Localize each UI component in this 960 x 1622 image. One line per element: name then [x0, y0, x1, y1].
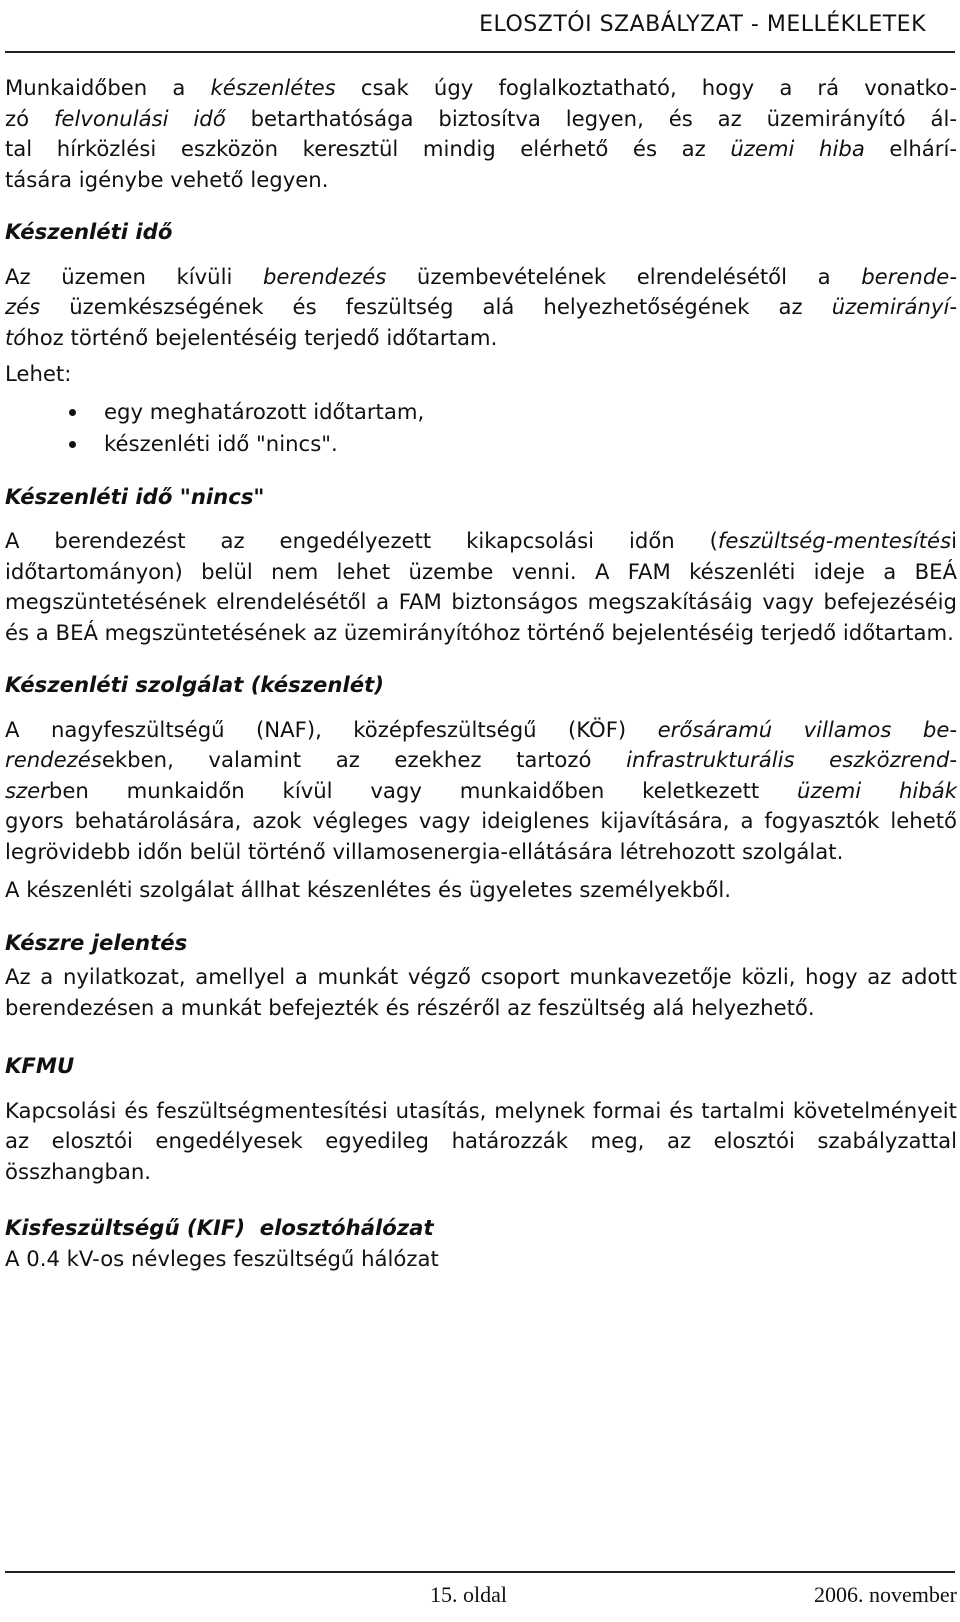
term-heading: Készenléti szolgálat (készenlét)	[5, 672, 384, 697]
text-line: Az üzemen kívüli berendezés üzembevételének elrendelésétől a berende-	[5, 263, 957, 289]
term-heading: Készre jelentés	[5, 929, 188, 955]
intro-paragraph	[5, 73, 957, 195]
text-line: szerben munkaidőn kívül vagy munkaidőben keletkezett üzemi hibák	[5, 777, 957, 803]
text-line: tóhoz történő bejelentéséig terjedő időtartam.	[5, 324, 498, 350]
text-line: A berendezést az engedélyezett kikapcsolási időn (feszültség-mentesítési	[5, 528, 957, 553]
definition-paragraph: A 0.4 kV-os névleges feszültségű hálózat	[5, 1245, 439, 1271]
document-body	[5, 73, 957, 1274]
term-heading: Készenléti idő	[5, 219, 173, 244]
text-line: rendezésekben, valamint az ezekhez tartozó infrastrukturális eszközrend-	[5, 747, 957, 772]
text-line: zés üzemkészségének és feszültség alá helyezhetőségének az üzemirányí-	[5, 294, 957, 319]
text-line: A nagyfeszültségű (NAF), középfeszültségű (KÖF) erősáramú villamos be-	[5, 716, 957, 742]
list-item: egy meghatározott időtartam,	[5, 396, 957, 428]
footer-date: 2006. november	[814, 1582, 957, 1607]
definition-paragraph: Kapcsolási és feszültségmentesítési utasítás, melynek formai és tartalmi követelményeit az elosztói engedélyesek egyedileg határozzák meg, az elosztói szabályzattal összhangban.	[5, 1097, 957, 1184]
definition-paragraph	[5, 262, 957, 354]
definition-paragraph	[5, 715, 957, 868]
term-heading: Készenléti idő "nincs"	[5, 483, 265, 509]
text-block: gyors behatárolására, azok végleges vagy ideiglenes kijavítására, a fogyasztók lehető legrövidebb időn belül történő villamosenergia-ellátására létrehozott szolgálat.	[5, 808, 957, 864]
text-line: tal hírközlési eszközön keresztül mindig elérhető és az üzemi hiba elhárí-	[5, 136, 958, 161]
bullet-icon	[69, 409, 76, 416]
definition-paragraph	[5, 526, 957, 648]
text-block: A készenléti szolgálat állhat készenlétes és ügyeletes személyekből.	[5, 877, 731, 902]
lehet-label: Lehet:	[5, 361, 72, 386]
bullet-icon	[69, 441, 76, 448]
list-item: készenléti idő "nincs".	[5, 428, 957, 460]
text-line: Munkaidőben a készenlétes csak úgy foglalkoztatható, hogy a rá vonatko-	[5, 75, 957, 100]
page-number: 15. oldal	[430, 1582, 507, 1607]
page-header: ELOSZTÓI SZABÁLYZAT - MELLÉKLETEK	[479, 12, 926, 37]
bullet-list	[5, 396, 957, 460]
term-heading: Kisfeszültségű (KIF) elosztóhálózat	[5, 1215, 434, 1240]
footer-divider	[5, 1571, 955, 1573]
text-line: tására igénybe vehető legyen.	[5, 166, 329, 192]
text-block: időtartományon) belül nem lehet üzembe venni. A FAM készenléti ideje a BEÁ megszüntetésének elrendelésétől a FAM biztonságos megszakításáig vagy befejezéséig és a BEÁ megszüntetésének az üzemirányítóhoz történő bejelentéséig terjedő időtartam.	[5, 558, 957, 645]
definition-paragraph: Az a nyilatkozat, amellyel a munkát végző csoport munkavezetője közli, hogy az adott berendezésen a munkát befejezték és részéről az feszültség alá helyezhető.	[5, 964, 957, 1020]
term-heading: KFMU	[5, 1053, 75, 1078]
text-line: zó felvonulási idő betarthatósága biztosítva legyen, és az üzemirányító ál-	[5, 105, 957, 131]
header-divider	[5, 51, 955, 53]
